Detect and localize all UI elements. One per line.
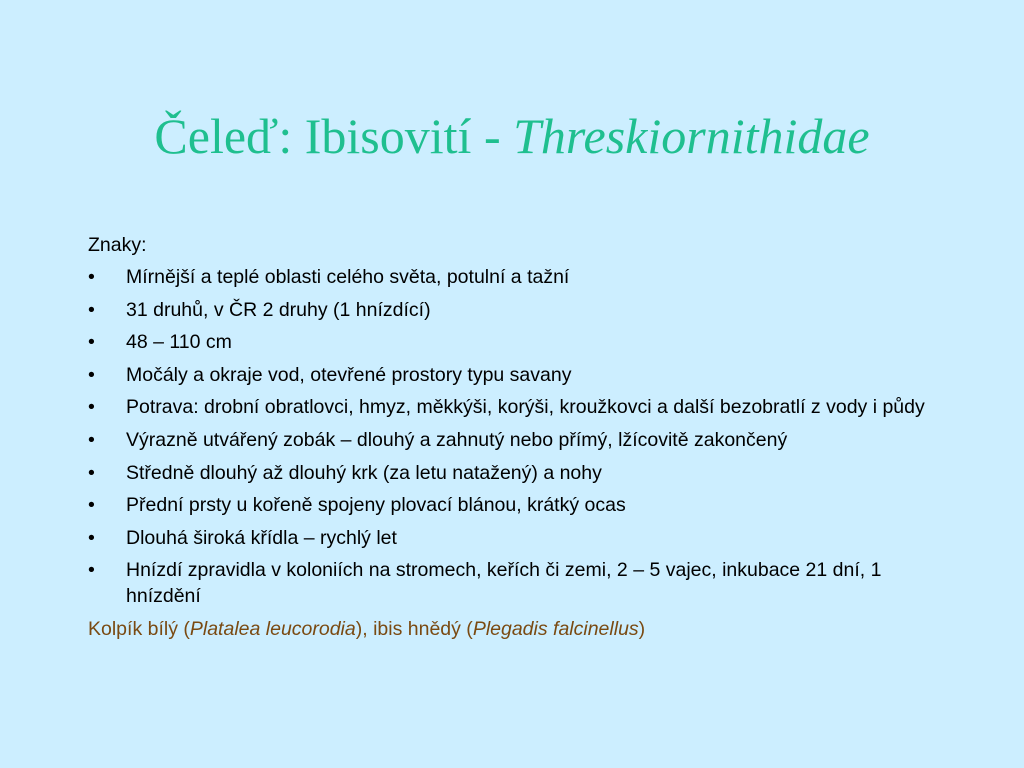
bullet-item — [88, 525, 948, 551]
bullet-text: Močály a okraje vod, otevřené prostory typu savany — [126, 363, 572, 386]
bullet-item — [88, 329, 948, 355]
species-latin-name: Plegadis falcinellus — [472, 617, 639, 640]
bullet-text: Přední prsty u kořeně spojeny plovací blánou, krátký ocas — [126, 494, 626, 517]
species-text: ) — [638, 617, 646, 640]
bullet-text: 48 – 110 cm — [126, 331, 232, 354]
bullet-item — [88, 427, 948, 453]
bullet-icon: • — [88, 494, 95, 517]
bullet-icon: • — [88, 298, 95, 321]
bullet-list — [88, 264, 948, 609]
species-text: ), ibis hnědý ( — [355, 617, 473, 640]
bullet-item — [88, 492, 948, 518]
bullet-text: Potrava: drobní obratlovci, hmyz, měkkýši, korýši, kroužkovci a další bezobratlí z vody i půdy — [126, 396, 925, 419]
bullet-icon: • — [88, 526, 95, 549]
slide-content — [88, 232, 948, 642]
bullet-text: Mírnější a teplé oblasti celého světa, potulní a tažní — [126, 266, 570, 288]
bullet-item — [88, 394, 948, 420]
bullet-icon: • — [88, 396, 95, 419]
species-latin-name: Platalea leucorodia — [189, 617, 356, 640]
bullet-icon: • — [88, 363, 95, 386]
bullet-icon: • — [88, 559, 95, 582]
bullet-icon: • — [88, 266, 95, 288]
bullet-item — [88, 557, 948, 609]
bullet-text: Dlouhá široká křídla – rychlý let — [126, 526, 397, 549]
bullet-icon: • — [88, 461, 95, 484]
title-main: Čeleď: Ibisovití - — [154, 108, 514, 164]
bullet-icon: • — [88, 428, 95, 451]
title-latin-name: Threskiornithidae — [513, 108, 870, 164]
species-text: Kolpík bílý ( — [88, 617, 190, 640]
bullet-text: Hnízdí zpravidla v koloniích na stromech, keřích či zemi, 2 – 5 vajec, inkubace 21 dní, 1 hnízdění — [126, 559, 882, 608]
content-heading: Znaky: — [88, 234, 147, 256]
bullet-item — [88, 297, 948, 323]
bullet-item — [88, 362, 948, 388]
bullet-text: Výrazně utvářený zobák – dlouhý a zahnutý nebo přímý, lžícovitě zakončený — [126, 428, 788, 451]
slide-title — [0, 96, 1024, 176]
bullet-icon: • — [88, 331, 95, 354]
bullet-text: Středně dlouhý až dlouhý krk (za letu natažený) a nohy — [126, 461, 602, 484]
species-line — [88, 616, 948, 642]
bullet-text: 31 druhů, v ČR 2 druhy (1 hnízdící) — [126, 298, 431, 321]
bullet-item — [88, 264, 948, 290]
bullet-item — [88, 460, 948, 486]
